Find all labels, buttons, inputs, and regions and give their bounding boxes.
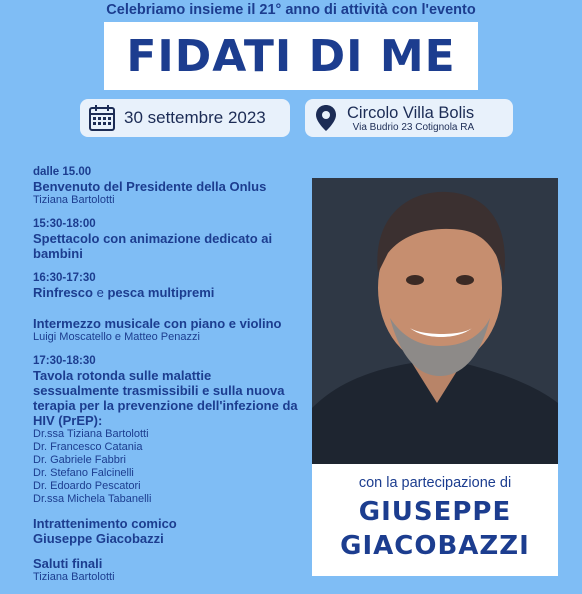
event-title: FIDATI DI ME <box>126 30 456 82</box>
program-time: 16:30-17:30 <box>33 272 96 284</box>
program-title: Giuseppe Giacobazzi <box>33 531 164 546</box>
program-list <box>33 165 323 594</box>
event-date: 30 settembre 2023 <box>124 108 266 127</box>
location-name: Circolo Villa Bolis <box>347 103 475 122</box>
program-title: Tavola rotonda sulle malattie sessualmente trasmissibili e sulla nuova terapia per la prevenzione dell'infezione da HIV (PrEP): <box>33 368 298 428</box>
program-item <box>33 516 323 546</box>
date-pill <box>80 99 290 137</box>
program-name: Luigi Moscatello e Matteo Penazzi <box>33 331 200 343</box>
program-item <box>33 271 323 300</box>
title-part: Rinfresco <box>33 285 93 300</box>
tagline: Celebriamo insieme il 21° anno di attività con l'evento <box>106 2 476 18</box>
guest-photo <box>312 178 558 464</box>
program-time: dalle 15.00 <box>33 166 92 178</box>
program-title: Intrattenimento comico <box>33 516 177 531</box>
program-name: Dr. Stefano Falcinelli <box>33 467 134 479</box>
program-name: Dr. Gabriele Fabbri <box>33 454 126 466</box>
program-name: Dr. Edoardo Pescatori <box>33 480 141 492</box>
location-pill <box>305 99 513 137</box>
title-part: e <box>92 285 108 300</box>
guest-intro: con la partecipazione di <box>358 475 512 491</box>
program-item <box>33 556 323 584</box>
guest-first-name: GIUSEPPE <box>358 497 512 527</box>
portrait-illustration <box>312 178 558 464</box>
program-time: 15:30-18:00 <box>33 218 96 230</box>
program-title: Saluti finali <box>33 556 103 571</box>
program-name: Tiziana Bartolotti <box>33 571 115 583</box>
program-item <box>33 316 323 344</box>
program-name: Dr.ssa Tiziana Bartolotti <box>33 428 149 440</box>
program-title: Spettacolo con animazione dedicato ai bambini <box>33 231 273 261</box>
program-time: 17:30-18:30 <box>33 355 96 367</box>
guest-box <box>312 464 558 576</box>
title-part: pesca multipremi <box>107 285 215 300</box>
program-title: Intermezzo musicale con piano e violino <box>33 316 282 331</box>
program-title <box>33 285 323 300</box>
event-title-box <box>104 22 478 90</box>
program-name: Dr.ssa Michela Tabanelli <box>33 493 152 505</box>
program-name: Tiziana Bartolotti <box>33 194 115 206</box>
program-item <box>33 354 323 506</box>
program-name: Dr. Francesco Catania <box>33 441 143 453</box>
calendar-icon <box>88 104 116 132</box>
location-address: Via Budrio 23 Cotignola RA <box>352 121 475 133</box>
guest-last-name: GIACOBAZZI <box>340 531 530 561</box>
program-item <box>33 217 323 261</box>
program-item <box>33 165 323 207</box>
map-pin-icon <box>315 104 337 132</box>
program-title: Benvenuto del Presidente della Onlus <box>33 179 267 194</box>
